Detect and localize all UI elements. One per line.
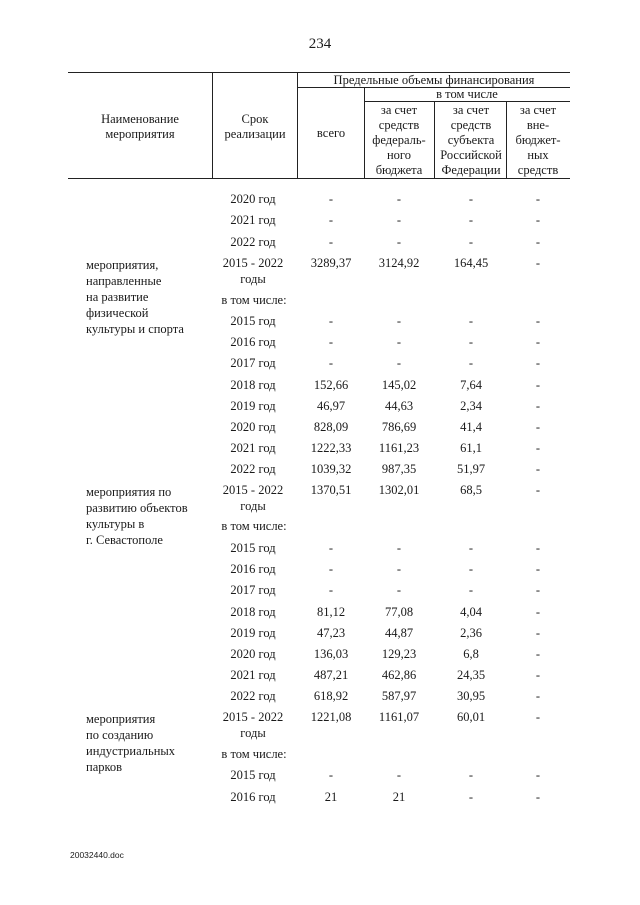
extrabudget-cell: -: [535, 235, 541, 249]
federal-cell: 786,69: [381, 420, 417, 434]
subject-cell: 2,34: [460, 399, 482, 413]
header-federal: за счет средств федераль- ного бюджета: [372, 103, 426, 177]
extrabudget-cell: -: [535, 335, 541, 349]
total-cell: 487,21: [313, 668, 349, 682]
subject-cell: 60,01: [456, 710, 486, 724]
period-cell: 2021 год: [230, 213, 276, 227]
subject-cell: -: [468, 314, 474, 328]
header-financing: Предельные объемы финансирования: [333, 73, 535, 87]
federal-cell: -: [396, 541, 402, 555]
subject-cell: 51,97: [456, 462, 486, 476]
subject-cell: 41,4: [460, 420, 482, 434]
period-cell: 2015 год: [230, 768, 276, 782]
federal-cell: 77,08: [384, 605, 414, 619]
period-cell: 2019 год: [230, 626, 276, 640]
federal-cell: 129,23: [381, 647, 417, 661]
period-cell: 2019 год: [230, 399, 276, 413]
federal-cell: -: [396, 213, 402, 227]
subject-cell: -: [468, 356, 474, 370]
extrabudget-cell: -: [535, 256, 541, 270]
col-divider-total: [364, 87, 365, 179]
federal-cell: 1302,01: [378, 483, 420, 497]
total-cell: 46,97: [316, 399, 346, 413]
subject-cell: 164,45: [453, 256, 489, 270]
header-bottom-rule: [68, 178, 570, 179]
col-divider-activity: [212, 72, 213, 179]
document-filename: 20032440.doc: [70, 850, 124, 860]
total-cell: 828,09: [313, 420, 349, 434]
activity-name-industrial: мероприятия по созданию индустриальных парков: [86, 712, 176, 774]
including-label: в том числе:: [221, 293, 287, 307]
federal-cell: 44,87: [384, 626, 414, 640]
subject-cell: 4,04: [460, 605, 482, 619]
federal-cell: 987,35: [381, 462, 417, 476]
federal-cell: -: [396, 335, 402, 349]
period-cell: 2015 год: [230, 314, 276, 328]
total-cell: -: [328, 335, 334, 349]
total-cell: -: [328, 192, 334, 206]
extrabudget-cell: -: [535, 562, 541, 576]
period-cell: 2020 год: [230, 647, 276, 661]
period-cell: 2015 - 2022 годы: [222, 710, 284, 740]
extrabudget-cell: -: [535, 314, 541, 328]
header-total: всего: [316, 126, 346, 140]
total-cell: 136,03: [313, 647, 349, 661]
federal-cell: -: [396, 562, 402, 576]
extrabudget-cell: -: [535, 768, 541, 782]
subject-cell: 7,64: [460, 378, 482, 392]
total-cell: -: [328, 235, 334, 249]
subject-cell: 68,5: [460, 483, 482, 497]
extrabudget-cell: -: [535, 420, 541, 434]
period-cell: 2018 год: [230, 378, 276, 392]
header-extrabudget: за счет вне- бюджет- ных средств: [515, 103, 561, 177]
period-cell: 2020 год: [230, 420, 276, 434]
extrabudget-cell: -: [535, 583, 541, 597]
header-activity: Наименование мероприятия: [101, 112, 179, 141]
federal-cell: 1161,23: [378, 441, 420, 455]
federal-cell: -: [396, 356, 402, 370]
total-cell: -: [328, 768, 334, 782]
extrabudget-cell: -: [535, 668, 541, 682]
col-divider-federal: [434, 101, 435, 179]
subject-cell: 24,35: [456, 668, 486, 682]
subject-cell: 61,1: [460, 441, 482, 455]
period-cell: 2021 год: [230, 441, 276, 455]
total-cell: -: [328, 583, 334, 597]
total-cell: 1370,51: [310, 483, 352, 497]
period-cell: 2022 год: [230, 235, 276, 249]
total-cell: -: [328, 356, 334, 370]
extrabudget-cell: -: [535, 213, 541, 227]
subject-cell: -: [468, 583, 474, 597]
federal-cell: -: [396, 192, 402, 206]
total-cell: 618,92: [313, 689, 349, 703]
extrabudget-cell: -: [535, 689, 541, 703]
federal-cell: -: [396, 583, 402, 597]
extrabudget-cell: -: [535, 541, 541, 555]
period-cell: 2016 год: [230, 335, 276, 349]
period-cell: 2015 год: [230, 541, 276, 555]
total-cell: 3289,37: [310, 256, 352, 270]
subject-cell: 6,8: [463, 647, 479, 661]
period-cell: 2017 год: [230, 583, 276, 597]
federal-cell: -: [396, 235, 402, 249]
federal-cell: 145,02: [381, 378, 417, 392]
header-subject: за счет средств субъекта Российской Федерации: [440, 103, 502, 177]
federal-cell: 21: [392, 790, 406, 804]
total-cell: 152,66: [313, 378, 349, 392]
period-cell: 2022 год: [230, 462, 276, 476]
period-cell: 2018 год: [230, 605, 276, 619]
total-cell: -: [328, 562, 334, 576]
period-cell: 2017 год: [230, 356, 276, 370]
subject-cell: -: [468, 541, 474, 555]
including-label: в том числе:: [221, 747, 287, 761]
period-cell: 2015 - 2022 годы: [222, 256, 284, 286]
extrabudget-cell: -: [535, 441, 541, 455]
total-cell: 81,12: [316, 605, 346, 619]
header-period: Срок реализации: [224, 112, 286, 141]
period-cell: 2016 год: [230, 562, 276, 576]
extrabudget-cell: -: [535, 399, 541, 413]
total-cell: -: [328, 213, 334, 227]
extrabudget-cell: -: [535, 378, 541, 392]
period-cell: 2021 год: [230, 668, 276, 682]
extrabudget-cell: -: [535, 462, 541, 476]
extrabudget-cell: -: [535, 626, 541, 640]
total-cell: 47,23: [316, 626, 346, 640]
federal-cell: -: [396, 314, 402, 328]
federal-cell: 1161,07: [378, 710, 420, 724]
federal-cell: 44,63: [384, 399, 414, 413]
period-cell: 2015 - 2022 годы: [222, 483, 284, 513]
period-cell: 2022 год: [230, 689, 276, 703]
subject-cell: -: [468, 235, 474, 249]
subject-cell: -: [468, 768, 474, 782]
period-cell: 2016 год: [230, 790, 276, 804]
activity-name-sport: мероприятия, направленные на развитие физической культуры и спорта: [86, 258, 184, 336]
col-divider-period: [297, 72, 298, 179]
extrabudget-cell: -: [535, 605, 541, 619]
federal-cell: 3124,92: [378, 256, 420, 270]
subject-cell: -: [468, 335, 474, 349]
subject-cell: -: [468, 213, 474, 227]
extrabudget-cell: -: [535, 192, 541, 206]
subject-cell: -: [468, 192, 474, 206]
federal-cell: -: [396, 768, 402, 782]
subject-cell: -: [468, 562, 474, 576]
subject-cell: -: [468, 790, 474, 804]
extrabudget-cell: -: [535, 647, 541, 661]
total-cell: 1039,32: [310, 462, 352, 476]
header-including: в том числе: [436, 87, 498, 101]
including-label: в том числе:: [221, 519, 287, 533]
subject-cell: 30,95: [456, 689, 486, 703]
extrabudget-cell: -: [535, 483, 541, 497]
total-cell: 21: [324, 790, 338, 804]
total-cell: -: [328, 541, 334, 555]
extrabudget-cell: -: [535, 790, 541, 804]
extrabudget-cell: -: [535, 710, 541, 724]
total-cell: 1222,33: [310, 441, 352, 455]
extrabudget-cell: -: [535, 356, 541, 370]
subject-cell: 2,36: [460, 626, 482, 640]
total-cell: 1221,08: [310, 710, 352, 724]
federal-cell: 462,86: [381, 668, 417, 682]
activity-name-culture: мероприятия по развитию объектов культуры в г. Севастополе: [86, 485, 188, 547]
period-cell: 2020 год: [230, 192, 276, 206]
federal-cell: 587,97: [381, 689, 417, 703]
col-divider-subject: [506, 101, 507, 179]
page-number: 234: [308, 36, 332, 52]
total-cell: -: [328, 314, 334, 328]
